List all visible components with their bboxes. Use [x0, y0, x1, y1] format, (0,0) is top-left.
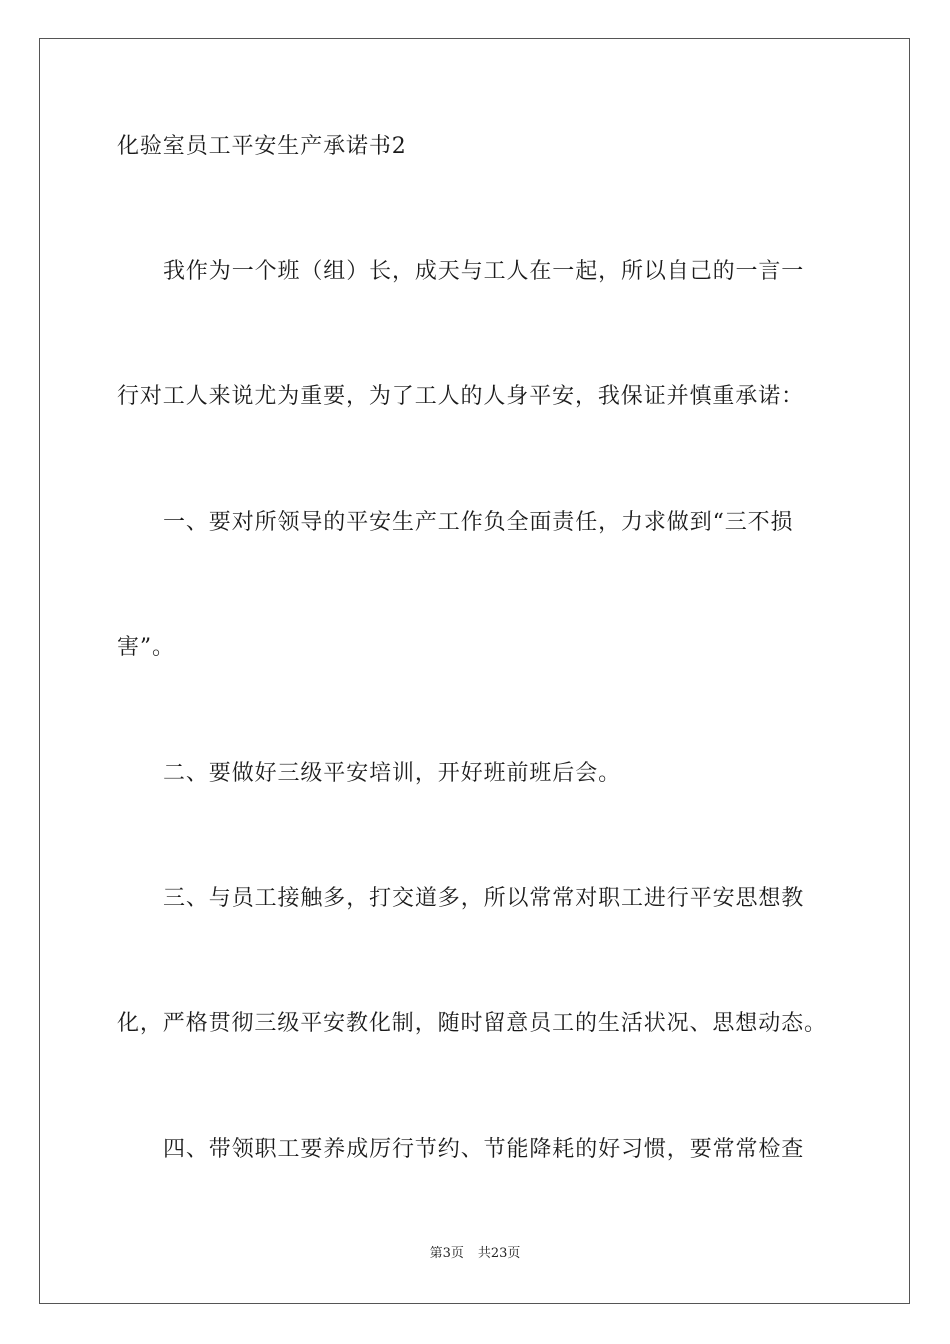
page-footer [0, 1245, 950, 1263]
paragraph-line: 三、与员工接触多，打交道多，所以常常对职工进行平安思想教 [163, 886, 805, 911]
page-number: 第3页 [429, 1246, 464, 1261]
paragraph-line: 害”。 [117, 635, 175, 660]
paragraph-line: 一、要对所领导的平安生产工作负全面责任，力求做到“三不损 [163, 510, 794, 535]
paragraph-line: 我作为一个班（组）长，成天与工人在一起，所以自己的一言一 [163, 259, 805, 284]
page-border [39, 38, 910, 1304]
paragraph-line: 化，严格贯彻三级平安教化制，随时留意员工的生活状况、思想动态。 [117, 1011, 827, 1036]
paragraph-line: 四、带领职工要养成厉行节约、节能降耗的好习惯，要常常检查 [163, 1137, 805, 1162]
document-title: 化验室员工平安生产承诺书2 [117, 134, 407, 159]
paragraph-line: 二、要做好三级平安培训，开好班前班后会。 [163, 761, 622, 786]
paragraph-line: 行对工人来说尤为重要，为了工人的人身平安，我保证并慎重承诺： [117, 384, 805, 409]
page-total: 共23页 [477, 1246, 521, 1261]
